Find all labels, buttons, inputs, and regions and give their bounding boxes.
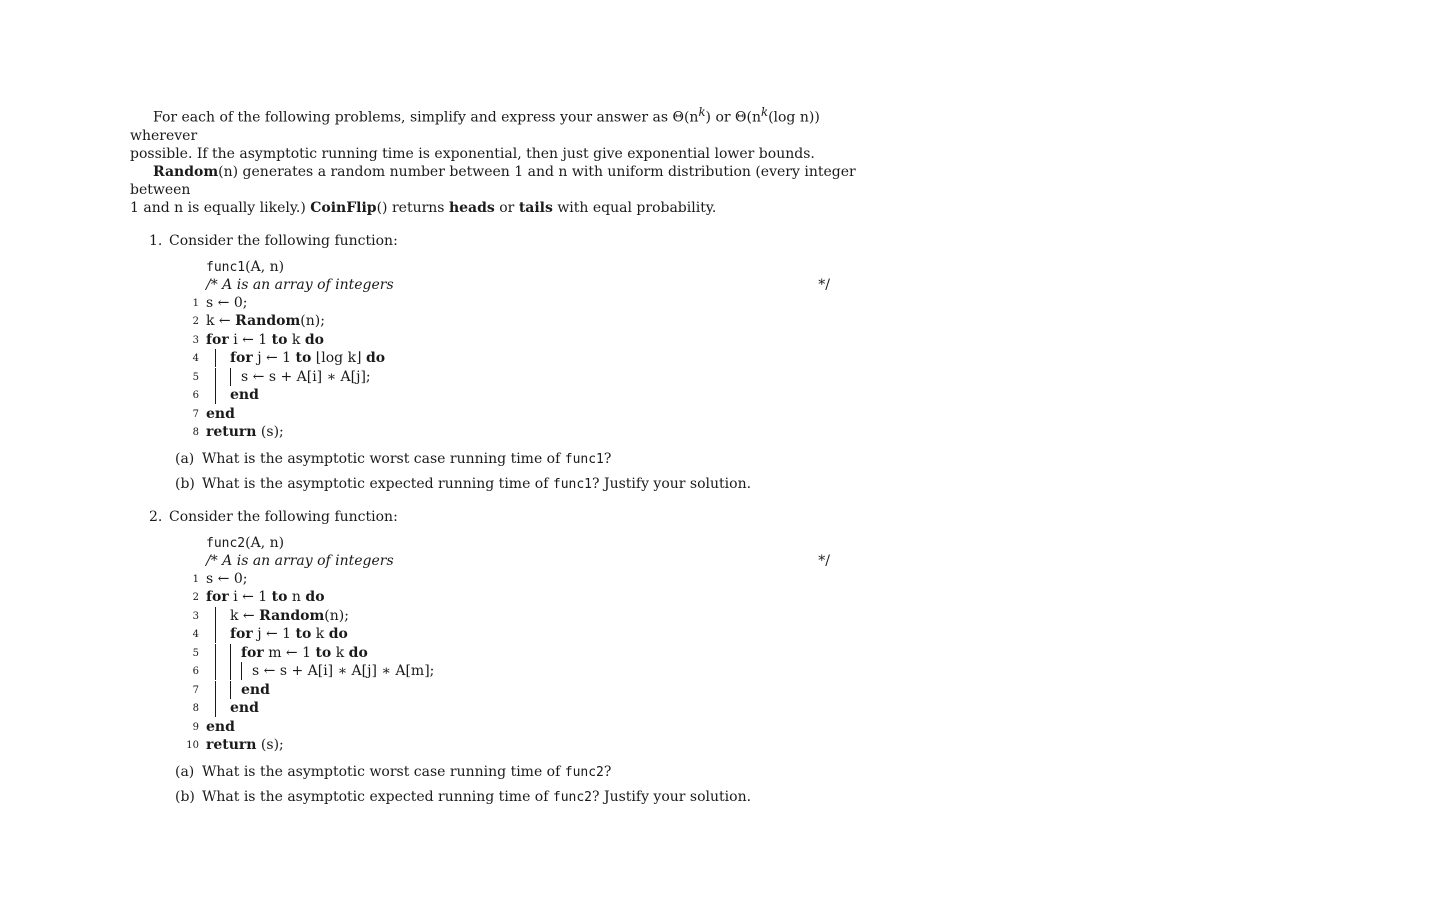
sub-question <box>175 450 870 469</box>
statement: s ← s + A[i] ∗ A[j] ∗ A[m]; <box>252 663 435 680</box>
statement: for j ← 1 to ⌊log k⌋ do <box>230 350 386 367</box>
line-content <box>206 386 259 404</box>
block-guide-line <box>215 644 230 662</box>
function-args: (A, n) <box>245 534 285 551</box>
intro-paragraph-2 <box>130 163 870 217</box>
algorithm-line <box>182 699 830 718</box>
algorithm-line <box>182 718 830 737</box>
algorithm-comment <box>182 552 830 570</box>
block-guide-line <box>230 368 241 386</box>
line-content <box>206 570 247 588</box>
algorithm-lines <box>182 294 830 442</box>
statement: for i ← 1 to n do <box>206 589 325 606</box>
statement: end <box>241 681 270 698</box>
block-guide-line <box>230 662 241 680</box>
heads-keyword: heads <box>448 199 495 216</box>
statement: s ← 0; <box>206 294 248 311</box>
line-number: 10 <box>186 740 199 752</box>
line-content <box>206 699 259 717</box>
block-guide-line <box>215 607 230 625</box>
random-keyword: Random <box>153 163 219 180</box>
line-number: 6 <box>192 666 199 678</box>
line-content <box>206 349 385 367</box>
sub-questions <box>130 763 870 807</box>
algorithm-lines <box>182 570 830 755</box>
sub-question <box>175 763 870 782</box>
question-label: (a) <box>175 450 195 467</box>
question-text: What is the asymptotic worst case running time of <box>202 763 565 780</box>
line-number: 3 <box>192 610 199 622</box>
algorithm-line <box>182 681 830 700</box>
line-number: 6 <box>192 390 199 402</box>
block-guide-line <box>241 662 252 680</box>
line-content <box>206 718 235 736</box>
algorithm-line <box>182 405 830 424</box>
statement: k ← Random(n); <box>206 313 325 330</box>
block-guide-line <box>230 681 241 699</box>
function-name: func1 <box>564 451 604 467</box>
algorithm-line <box>182 607 830 626</box>
comment-text: /* A is an array of integers <box>206 552 394 569</box>
line-number: 1 <box>192 573 199 585</box>
line-number: 5 <box>192 647 199 659</box>
line-content <box>206 405 235 423</box>
function-name: func2 <box>552 789 593 805</box>
algorithm-line <box>182 736 830 755</box>
question-text: What is the asymptotic expected running time of <box>202 475 553 492</box>
problem-1 <box>130 232 870 494</box>
intro-text: (n) <box>218 163 239 180</box>
exponent: k <box>760 105 769 119</box>
algorithm-line <box>182 644 830 663</box>
line-number: 8 <box>192 703 199 715</box>
function-name: func2 <box>564 764 604 780</box>
block-guide-line <box>230 644 241 662</box>
line-content <box>206 662 434 680</box>
algorithm-line <box>182 423 830 442</box>
intro-text: possible. If the asymptotic running time is exponential, then just give exponential lower bounds. <box>130 145 815 162</box>
statement: s ← 0; <box>206 570 248 587</box>
line-content <box>206 681 270 699</box>
coinflip-keyword: CoinFlip <box>310 199 377 216</box>
line-number: 2 <box>192 592 199 604</box>
algorithm-block <box>182 534 830 755</box>
line-number: 5 <box>192 371 199 383</box>
line-content <box>206 625 348 643</box>
sub-question <box>175 475 870 494</box>
algorithm-block <box>182 258 830 442</box>
line-content <box>206 331 324 349</box>
question-text: What is the asymptotic expected running time of <box>202 788 553 805</box>
intro-paragraph-1 <box>130 103 870 163</box>
line-content <box>206 312 325 330</box>
line-number: 8 <box>192 427 199 439</box>
statement: end <box>230 387 259 404</box>
line-number: 4 <box>192 629 199 641</box>
statement: end <box>206 718 235 735</box>
sub-question <box>175 788 870 807</box>
line-content <box>206 423 284 441</box>
question-label: (b) <box>175 788 195 805</box>
statement: for j ← 1 to k do <box>230 626 348 643</box>
algorithm-line <box>182 312 830 331</box>
function-name: func1 <box>206 259 246 275</box>
problem-heading <box>130 508 870 526</box>
problem-heading-text: Consider the following function: <box>169 232 398 249</box>
algorithm-line <box>182 588 830 607</box>
intro-text: ) or Θ(n <box>705 109 761 126</box>
line-content <box>206 736 284 754</box>
function-signature <box>182 258 830 276</box>
intro-text: () <box>376 199 388 216</box>
line-number: 3 <box>192 334 199 346</box>
line-content <box>206 294 247 312</box>
problem-heading-text: Consider the following function: <box>169 508 398 525</box>
statement: s ← s + A[i] ∗ A[j]; <box>241 368 371 385</box>
intro-text: with equal probability. <box>552 199 717 216</box>
question-label: (a) <box>175 763 195 780</box>
statement: return (s); <box>206 424 284 441</box>
block-guide-line <box>215 681 230 699</box>
algorithm-line <box>182 662 830 681</box>
problem-number: 1. <box>149 232 163 249</box>
line-number: 4 <box>192 353 199 365</box>
line-content <box>206 607 349 625</box>
algorithm-comment <box>182 276 830 294</box>
problem-number: 2. <box>149 508 163 525</box>
block-guide-line <box>215 699 230 717</box>
algorithm-line <box>182 294 830 313</box>
exponent: k <box>698 105 706 119</box>
function-args: (A, n) <box>245 258 285 275</box>
block-guide-line <box>215 349 230 367</box>
intro-text: returns <box>387 199 449 216</box>
statement: for i ← 1 to k do <box>206 331 325 348</box>
block-guide-line <box>215 625 230 643</box>
intro-text: or <box>494 199 519 216</box>
block-guide-line <box>215 386 230 404</box>
statement: k ← Random(n); <box>230 607 349 624</box>
statement: end <box>206 405 235 422</box>
function-signature <box>182 534 830 552</box>
question-text: ? Justify your solution. <box>592 475 752 492</box>
algorithm-line <box>182 349 830 368</box>
question-text: ? <box>603 450 612 467</box>
algorithm-line <box>182 386 830 405</box>
comment-close: */ <box>818 552 830 569</box>
problem-2 <box>130 508 870 807</box>
statement: return (s); <box>206 737 284 754</box>
algorithm-line <box>182 368 830 387</box>
algorithm-line <box>182 625 830 644</box>
intro-text: 1 and n is equally likely.) <box>130 199 311 216</box>
comment-close: */ <box>818 276 830 293</box>
comment-text: /* A is an array of integers <box>206 276 394 293</box>
statement: for m ← 1 to k do <box>241 644 368 661</box>
block-guide-line <box>215 662 230 680</box>
line-content <box>206 368 371 386</box>
line-number: 7 <box>192 684 199 696</box>
tails-keyword: tails <box>518 199 553 216</box>
line-number: 1 <box>192 297 199 309</box>
algorithm-line <box>182 570 830 589</box>
problem-heading <box>130 232 870 250</box>
line-content <box>206 644 368 662</box>
intro-text: generates a random number between 1 and n with uniform distribution (every integer between <box>130 163 856 198</box>
statement: end <box>230 700 259 717</box>
intro-text: For each of the following problems, simplify and express your answer as Θ(n <box>153 109 699 126</box>
question-text: ? <box>603 763 612 780</box>
function-name: func1 <box>552 476 593 492</box>
question-label: (b) <box>175 475 195 492</box>
sub-questions <box>130 450 870 494</box>
function-name: func2 <box>206 535 246 551</box>
line-number: 7 <box>192 408 199 420</box>
intro-text: (log n)) wherever <box>130 109 820 144</box>
question-text: What is the asymptotic worst case running time of <box>202 450 565 467</box>
block-guide-line <box>215 368 230 386</box>
question-text: ? Justify your solution. <box>592 788 752 805</box>
line-content <box>206 588 325 606</box>
document-page <box>130 103 870 813</box>
line-number: 2 <box>192 316 199 328</box>
algorithm-line <box>182 331 830 350</box>
line-number: 9 <box>192 721 199 733</box>
